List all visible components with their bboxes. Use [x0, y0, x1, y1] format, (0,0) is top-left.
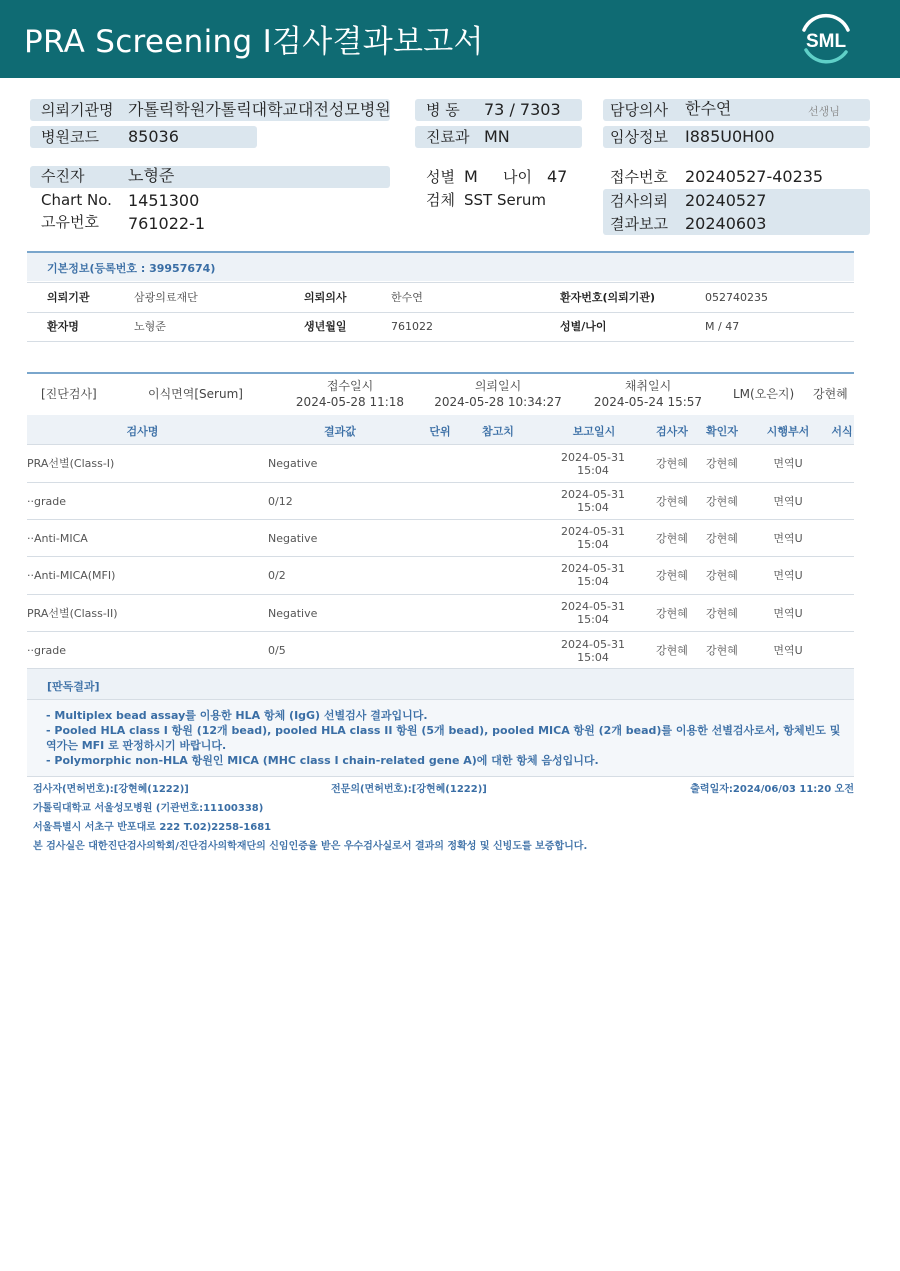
org-label: 의뢰기관 [47, 291, 90, 304]
diag-collect-value: 2024-05-24 15:57 [593, 395, 703, 409]
result-name: ··Anti-MICA [27, 532, 88, 545]
req-doctor-value: 한수연 [391, 291, 423, 304]
diag-request-label: 의뢰일시 [474, 379, 522, 393]
row-divider [27, 482, 854, 483]
diag-request-value: 2024-05-28 10:34:27 [434, 395, 562, 409]
exam-request-label: 검사의뢰 [610, 192, 668, 210]
result-value: 0/5 [268, 644, 286, 657]
result-report-time: 15:04 [577, 501, 609, 514]
basic-info-title: 기본정보(등록번호 : 39957674) [47, 262, 216, 275]
judgement-line: - Pooled HLA class I 항원 (12개 bead), pooled HLA class II 항원 (5개 bead), pooled MICA 항원 (2개 bead)를 이용한 선별검사로서, 항체빈도 및 역가는 MFI 로 판정하시기 바랍니다. [46, 724, 841, 752]
result-examiner: 강현혜 [656, 532, 688, 545]
footer-address: 서울특별시 서초구 반포대로 222 T.02)2258-1681 [33, 822, 272, 833]
birth-label: 생년월일 [304, 320, 347, 333]
result-confirmer: 강현혜 [706, 644, 738, 657]
col-unit: 단위 [429, 425, 451, 438]
result-report-date: 2024-05-31 [561, 562, 625, 575]
result-value: 0/2 [268, 569, 286, 582]
result-name: PRA선별(Class-I) [27, 457, 115, 470]
result-dept: 면역U [773, 644, 803, 657]
judgement-text [46, 708, 852, 768]
col-reference: 참고치 [482, 425, 514, 438]
result-report-value: 20240603 [685, 214, 767, 233]
examinee-label: 수진자 [41, 167, 85, 185]
result-report-time: 15:04 [577, 464, 609, 477]
judgement-title: [판독결과] [47, 680, 100, 693]
row-divider [27, 631, 854, 632]
row-divider [27, 594, 854, 595]
col-examiner: 검사자 [656, 425, 688, 438]
req-doctor-label: 의뢰의사 [304, 291, 347, 304]
judgement-title-bar [27, 669, 854, 699]
result-value: 0/12 [268, 495, 293, 508]
result-report-date: 2024-05-31 [561, 525, 625, 538]
hospital-code-label: 병원코드 [41, 128, 99, 146]
receipt-label: 접수번호 [610, 168, 668, 186]
clinical-label: 임상정보 [610, 128, 668, 146]
result-report-time: 15:04 [577, 538, 609, 551]
examinee-value: 노형준 [128, 166, 175, 185]
dept-value: MN [484, 127, 510, 146]
sex-value: M [464, 167, 478, 186]
result-value: Negative [268, 457, 318, 470]
result-value: Negative [268, 607, 318, 620]
result-report-time: 15:04 [577, 575, 609, 588]
patient-name-value: 노형준 [134, 320, 166, 333]
diag-test: 이식면역[Serum] [148, 387, 243, 401]
col-report: 보고일시 [572, 425, 616, 438]
result-name: PRA선별(Class-II) [27, 607, 118, 620]
patno-value: 052740235 [705, 291, 768, 304]
sexage-value: M / 47 [705, 320, 740, 333]
judgement-line: - Polymorphic non-HLA 항원인 MICA (MHC class I chain-related gene A)에 대한 항체 음성입니다. [46, 754, 599, 767]
result-report-time: 15:04 [577, 651, 609, 664]
result-report-date: 2024-05-31 [561, 600, 625, 613]
doctor-value: 한수연 [685, 99, 732, 118]
clinical-value: I885U0H00 [685, 127, 775, 146]
org-value: 삼광의료재단 [134, 291, 198, 304]
age-value: 47 [547, 167, 568, 186]
diag-collect-label: 채취일시 [624, 379, 672, 393]
result-report-date: 2024-05-31 [561, 451, 625, 464]
row-divider [27, 341, 854, 342]
sex-label: 성별 [426, 168, 455, 186]
footer-hospital: 가톨릭대학교 서울성모병원 (기관번호:11100338) [33, 803, 264, 814]
result-name: ··Anti-MICA(MFI) [27, 569, 116, 582]
col-name: 검사명 [126, 425, 159, 438]
chart-label: Chart No. [41, 191, 112, 209]
col-dept: 시행부서 [766, 425, 810, 438]
result-report-date: 2024-05-31 [561, 488, 625, 501]
row-divider [27, 282, 854, 283]
exam-request-value: 20240527 [685, 191, 767, 210]
result-examiner: 강현혜 [656, 569, 688, 582]
footer-specialist: 전문의(면허번호):[강현혜(1222)] [331, 784, 487, 795]
chart-value: 1451300 [128, 191, 200, 210]
dept-label: 진료과 [426, 128, 470, 146]
footer-examiner: 검사자(면허번호):[강현혜(1222)] [33, 784, 189, 795]
row-divider [27, 444, 854, 445]
footer-printed: 출력일자:2024/06/03 11:20 오전 [690, 784, 854, 795]
unique-label: 고유번호 [41, 213, 99, 231]
age-label: 나이 [503, 168, 532, 186]
birth-value: 761022 [391, 320, 433, 333]
patient-name-label: 환자명 [47, 320, 79, 333]
result-confirmer: 강현혜 [706, 495, 738, 508]
unique-value: 761022-1 [128, 214, 206, 233]
result-name: ··grade [27, 644, 66, 657]
report-header [0, 0, 900, 78]
hospital-code-value: 85036 [128, 127, 179, 146]
result-confirmer: 강현혜 [706, 457, 738, 470]
specimen-value: SST Serum [464, 191, 547, 209]
result-report-label: 결과보고 [610, 215, 668, 233]
sexage-label: 성별/나이 [560, 320, 607, 333]
report-title: PRA Screening Ⅰ검사결과보고서 [24, 24, 484, 60]
diag-location: LM(오은지) [733, 387, 795, 401]
result-confirmer: 강현혜 [706, 569, 738, 582]
row-divider [27, 556, 854, 557]
result-dept: 면역U [773, 495, 803, 508]
row-divider [27, 776, 854, 777]
ward-label: 병 동 [426, 101, 460, 119]
row-divider [27, 519, 854, 520]
result-dept: 면역U [773, 532, 803, 545]
specimen-label: 검체 [426, 191, 455, 209]
doctor-suffix: 선생님 [808, 105, 840, 118]
receipt-value: 20240527-40235 [685, 167, 824, 186]
result-dept: 면역U [773, 569, 803, 582]
result-report-time: 15:04 [577, 613, 609, 626]
sml-logo [796, 10, 856, 68]
row-divider [27, 312, 854, 313]
result-report-date: 2024-05-31 [561, 638, 625, 651]
footer-certification: 본 검사실은 대한진단검사의학회/진단검사의학재단의 신임인증을 받은 우수검사실로서 결과의 정확성 및 신빙도를 보증합니다. [33, 841, 588, 852]
result-examiner: 강현혜 [656, 607, 688, 620]
col-format: 서식 [831, 425, 853, 438]
result-examiner: 강현혜 [656, 457, 688, 470]
result-value: Negative [268, 532, 318, 545]
diagnosis-top-line [27, 372, 854, 374]
diag-receipt-value: 2024-05-28 11:18 [295, 395, 405, 409]
result-dept: 면역U [773, 607, 803, 620]
result-examiner: 강현혜 [656, 644, 688, 657]
doctor-label: 담당의사 [610, 101, 668, 119]
col-confirmer: 확인자 [706, 425, 738, 438]
request-org-label: 의뢰기관명 [41, 101, 114, 119]
result-confirmer: 강현혜 [706, 607, 738, 620]
diag-person: 강현혜 [813, 387, 848, 401]
patno-label: 환자번호(의뢰기관) [560, 291, 656, 304]
result-dept: 면역U [773, 457, 803, 470]
result-confirmer: 강현혜 [706, 532, 738, 545]
judgement-line: - Multiplex bead assay를 이용한 HLA 항체 (IgG) 선별검사 결과입니다. [46, 709, 428, 722]
col-result: 결과값 [324, 425, 356, 438]
request-org-value: 가톨릭학원가톨릭대학교대전성모병원 [128, 100, 391, 119]
sml-logo-text: SML [805, 31, 847, 52]
ward-value: 73 / 7303 [484, 100, 561, 119]
diag-receipt-label: 접수일시 [326, 379, 374, 393]
diag-category: [진단검사] [41, 387, 97, 401]
result-name: ··grade [27, 495, 66, 508]
result-examiner: 강현혜 [656, 495, 688, 508]
